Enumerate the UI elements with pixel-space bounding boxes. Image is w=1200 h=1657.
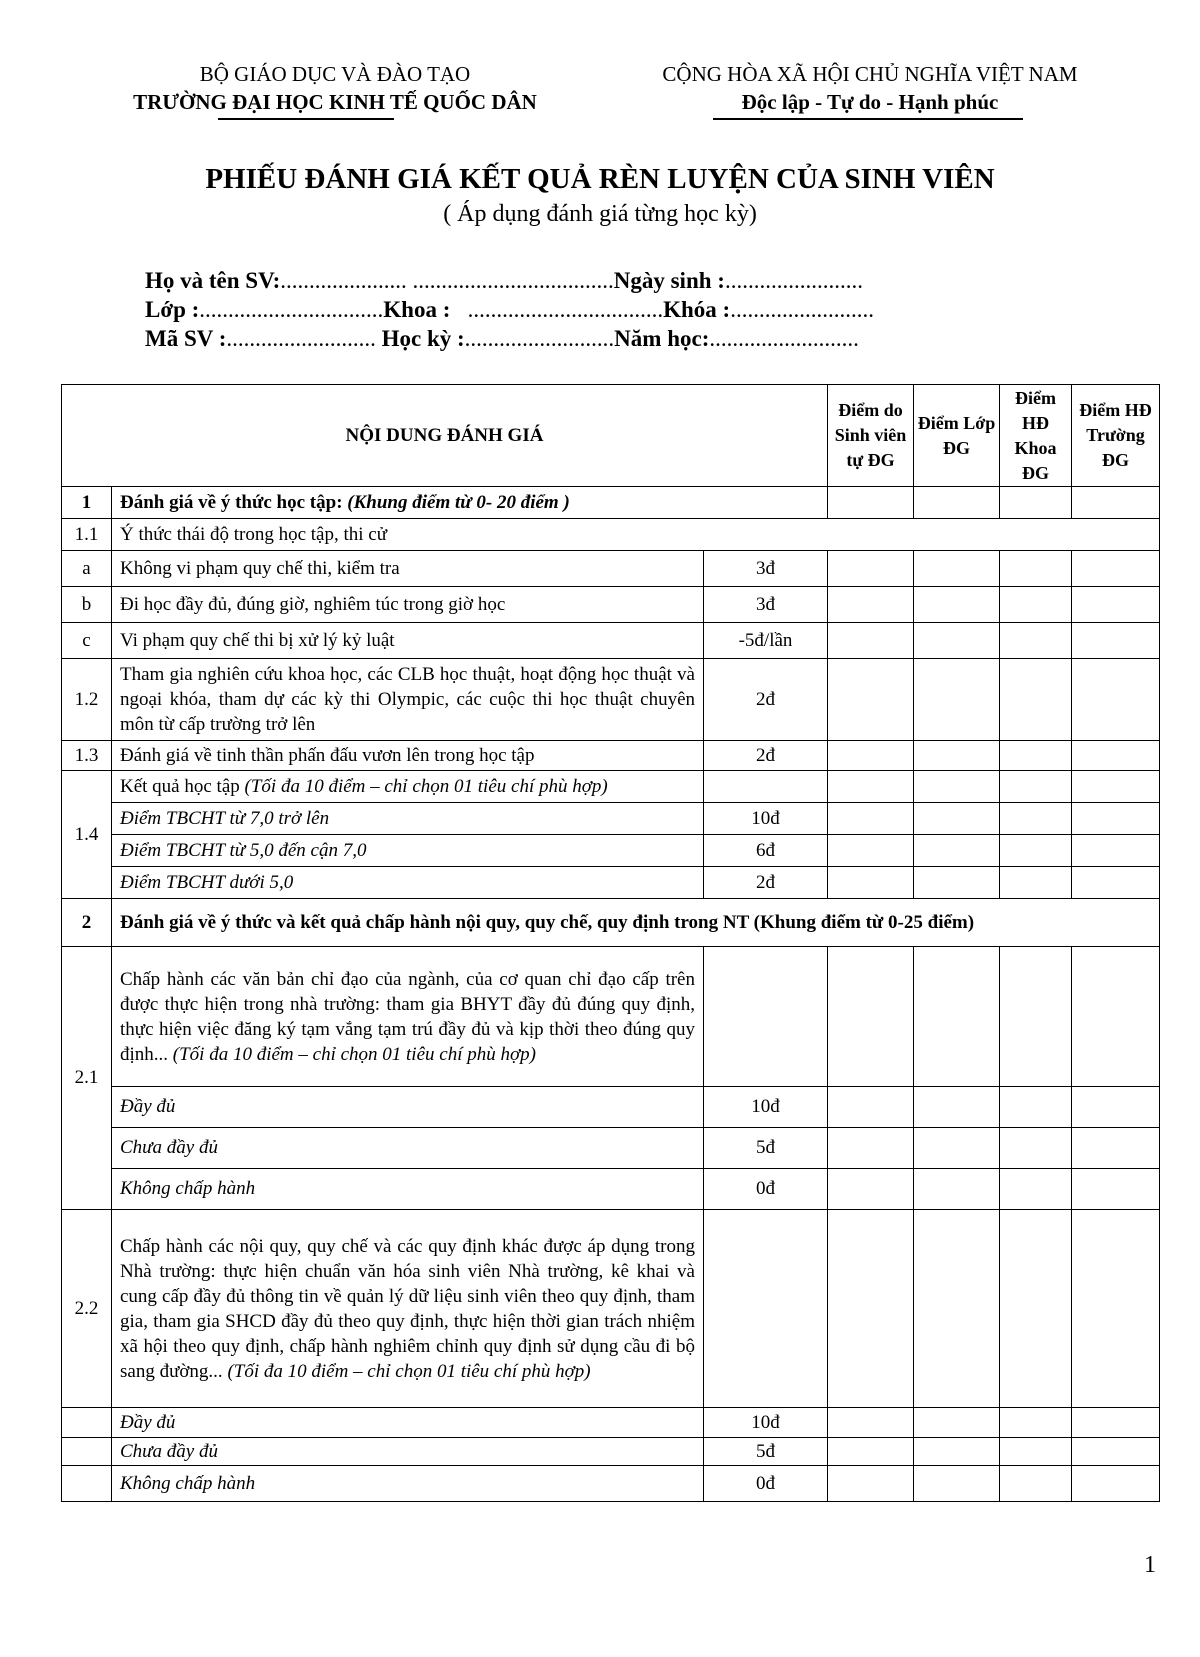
table-row bbox=[62, 771, 1160, 803]
class-score-cell[interactable] bbox=[914, 741, 1000, 771]
criterion-points: 5đ bbox=[704, 1128, 828, 1169]
class-score-cell[interactable] bbox=[914, 551, 1000, 587]
faculty-score-cell[interactable] bbox=[1000, 741, 1072, 771]
class-score-cell[interactable] bbox=[914, 1128, 1000, 1169]
school-score-cell[interactable] bbox=[1072, 835, 1160, 867]
year-field[interactable]: .......................... bbox=[709, 326, 859, 351]
criterion-text: Tham gia nghiên cứu khoa học, các CLB học thuật, hoạt động học thuật và ngoại khóa, tham dự các kỳ thi Olympic, các cuộc thi học thuật chuyên môn từ cấp trường trở lên bbox=[112, 659, 704, 741]
faculty-score-cell[interactable] bbox=[1000, 587, 1072, 623]
table-row bbox=[62, 623, 1160, 659]
header-faculty-score: Điểm HĐ Khoa ĐG bbox=[1000, 385, 1072, 487]
school-score-cell[interactable] bbox=[1072, 1210, 1160, 1408]
faculty-field[interactable]: .................................. bbox=[450, 297, 664, 322]
criterion-text: Chưa đầy đủ bbox=[112, 1438, 704, 1466]
criterion-text: Đi học đầy đủ, đúng giờ, nghiêm túc trong giờ học bbox=[112, 587, 704, 623]
criterion-points: 10đ bbox=[704, 803, 828, 835]
page-subtitle: ( Áp dụng đánh giá từng học kỳ) bbox=[443, 201, 757, 227]
table-row bbox=[62, 1087, 1160, 1128]
self-score-cell[interactable] bbox=[828, 487, 914, 519]
row-number: 2.1 bbox=[62, 947, 112, 1210]
cohort-label: Khóa : bbox=[663, 297, 731, 322]
school-score-cell[interactable] bbox=[1072, 867, 1160, 899]
faculty-score-cell[interactable] bbox=[1000, 623, 1072, 659]
table-row bbox=[62, 899, 1160, 947]
dob-label: Ngày sinh : bbox=[613, 268, 725, 293]
header-school-score: Điểm HĐ Trường ĐG bbox=[1072, 385, 1160, 487]
criterion-text: Đầy đủ bbox=[112, 1087, 704, 1128]
school-score-cell[interactable] bbox=[1072, 1438, 1160, 1466]
name-label: Họ và tên SV: bbox=[145, 268, 281, 293]
criterion-text: Điểm TBCHT dưới 5,0 bbox=[112, 867, 704, 899]
self-score-cell[interactable] bbox=[828, 741, 914, 771]
class-score-cell[interactable] bbox=[914, 1438, 1000, 1466]
school-score-cell[interactable] bbox=[1072, 947, 1160, 1087]
info-line-1 bbox=[145, 268, 863, 294]
faculty-label: Khoa : bbox=[383, 297, 451, 322]
row-number: 1.3 bbox=[62, 741, 112, 771]
class-score-cell[interactable] bbox=[914, 1408, 1000, 1438]
table-row bbox=[62, 1438, 1160, 1466]
table-row bbox=[62, 1169, 1160, 1210]
self-score-cell[interactable] bbox=[828, 771, 914, 803]
self-score-cell[interactable] bbox=[828, 1438, 914, 1466]
semester-field[interactable]: .......................... bbox=[464, 326, 615, 351]
self-score-cell[interactable] bbox=[828, 659, 914, 741]
faculty-score-cell[interactable] bbox=[1000, 551, 1072, 587]
self-score-cell[interactable] bbox=[828, 835, 914, 867]
row-number: c bbox=[62, 623, 112, 659]
criterion-points: 3đ bbox=[704, 587, 828, 623]
class-score-cell[interactable] bbox=[914, 803, 1000, 835]
self-score-cell[interactable] bbox=[828, 803, 914, 835]
row-number bbox=[62, 1466, 112, 1502]
criterion-text bbox=[112, 771, 704, 803]
criterion-points bbox=[704, 1210, 828, 1408]
self-score-cell[interactable] bbox=[828, 623, 914, 659]
table-row bbox=[62, 1408, 1160, 1438]
criterion-text: Vi phạm quy chế thi bị xử lý kỷ luật bbox=[112, 623, 704, 659]
school-score-cell[interactable] bbox=[1072, 1128, 1160, 1169]
info-line-2 bbox=[145, 297, 874, 323]
criterion-text bbox=[112, 1210, 704, 1408]
table-row bbox=[62, 741, 1160, 771]
criterion-text-note: (Tối đa 10 điểm – chỉ chọn 01 tiêu chí phù hợp) bbox=[244, 775, 608, 797]
row-number: 1.1 bbox=[62, 519, 112, 551]
criterion-points: 3đ bbox=[704, 551, 828, 587]
criterion-points: 2đ bbox=[704, 741, 828, 771]
criterion-text-note: (Tối đa 10 điểm – chỉ chọn 01 tiêu chí phù hợp) bbox=[227, 1360, 591, 1382]
criterion-text: Chưa đầy đủ bbox=[112, 1128, 704, 1169]
name-field[interactable]: ...................... ................................... bbox=[280, 268, 614, 293]
row-number: 2 bbox=[62, 899, 112, 947]
criterion-text: Không chấp hành bbox=[112, 1169, 704, 1210]
table-row bbox=[62, 947, 1160, 1087]
faculty-score-cell[interactable] bbox=[1000, 1169, 1072, 1210]
table-row bbox=[62, 1210, 1160, 1408]
criterion-text: Ý thức thái độ trong học tập, thi cử bbox=[112, 519, 1160, 551]
criterion-points bbox=[704, 947, 828, 1087]
row-number: a bbox=[62, 551, 112, 587]
ministry-name: BỘ GIÁO DỤC VÀ ĐÀO TẠO bbox=[199, 62, 471, 86]
criterion-points: -5đ/lần bbox=[704, 623, 828, 659]
school-score-cell[interactable] bbox=[1072, 587, 1160, 623]
school-score-cell[interactable] bbox=[1072, 771, 1160, 803]
criterion-text: Điểm TBCHT từ 7,0 trở lên bbox=[112, 803, 704, 835]
criterion-text: Không chấp hành bbox=[112, 1466, 704, 1502]
faculty-score-cell[interactable] bbox=[1000, 771, 1072, 803]
self-score-cell[interactable] bbox=[828, 1466, 914, 1502]
criterion-text-main: Chấp hành các văn bản chỉ đạo của ngành, của cơ quan chỉ đạo cấp trên được thực hiện trong nhà trường: tham gia BHYT đầy đủ đúng quy định, thực hiện việc đăng ký tạm vắng tạm trú đầy đủ và kịp thời theo đúng quy định... bbox=[120, 968, 695, 1065]
school-score-cell[interactable] bbox=[1072, 1087, 1160, 1128]
school-score-cell[interactable] bbox=[1072, 803, 1160, 835]
student-id-field[interactable]: .......................... bbox=[226, 326, 382, 351]
self-score-cell[interactable] bbox=[828, 1128, 914, 1169]
row-number: 1 bbox=[62, 487, 112, 519]
nation-motto: Độc lập - Tự do - Hạnh phúc bbox=[741, 90, 999, 114]
row-number: 2.2 bbox=[62, 1210, 112, 1408]
header-content: NỘI DUNG ĐÁNH GIÁ bbox=[62, 385, 828, 487]
class-score-cell[interactable] bbox=[914, 1210, 1000, 1408]
class-score-cell[interactable] bbox=[914, 867, 1000, 899]
student-id-label: Mã SV : bbox=[145, 326, 227, 351]
self-score-cell[interactable] bbox=[828, 947, 914, 1087]
faculty-score-cell[interactable] bbox=[1000, 1087, 1072, 1128]
criterion-points: 0đ bbox=[704, 1466, 828, 1502]
criterion-points: 6đ bbox=[704, 835, 828, 867]
table-row bbox=[62, 803, 1160, 835]
class-field[interactable]: ................................ bbox=[199, 297, 384, 322]
faculty-score-cell[interactable] bbox=[1000, 1408, 1072, 1438]
table-row bbox=[62, 659, 1160, 741]
school-score-cell[interactable] bbox=[1072, 659, 1160, 741]
faculty-score-cell[interactable] bbox=[1000, 1210, 1072, 1408]
criterion-points: 2đ bbox=[704, 659, 828, 741]
school-score-cell[interactable] bbox=[1072, 551, 1160, 587]
cohort-field[interactable]: ......................... bbox=[730, 297, 874, 322]
semester-label: Học kỳ : bbox=[381, 326, 465, 351]
class-score-cell[interactable] bbox=[914, 1087, 1000, 1128]
class-score-cell[interactable] bbox=[914, 623, 1000, 659]
nation-name: CỘNG HÒA XÃ HỘI CHỦ NGHĨA VIỆT NAM bbox=[662, 62, 1078, 86]
criterion-text: Không vi phạm quy chế thi, kiểm tra bbox=[112, 551, 704, 587]
section-title-range: (Khung điểm từ 0- 20 điểm ) bbox=[347, 491, 570, 513]
faculty-score-cell[interactable] bbox=[1000, 1128, 1072, 1169]
class-score-cell[interactable] bbox=[914, 771, 1000, 803]
class-label: Lớp : bbox=[145, 297, 200, 322]
table-row bbox=[62, 519, 1160, 551]
row-number: 1.2 bbox=[62, 659, 112, 741]
evaluation-table bbox=[61, 384, 1160, 1502]
criterion-text-main: Kết quả học tập bbox=[120, 775, 240, 797]
criterion-points bbox=[704, 771, 828, 803]
criterion-points: 5đ bbox=[704, 1438, 828, 1466]
class-score-cell[interactable] bbox=[914, 487, 1000, 519]
row-number bbox=[62, 1408, 112, 1438]
year-label: Năm học: bbox=[614, 326, 710, 351]
class-score-cell[interactable] bbox=[914, 1466, 1000, 1502]
faculty-score-cell[interactable] bbox=[1000, 659, 1072, 741]
criterion-text bbox=[112, 947, 704, 1087]
header-right-underline bbox=[713, 118, 1023, 120]
dob-field[interactable]: ........................ bbox=[724, 268, 863, 293]
section-title-text: Đánh giá về ý thức học tập: bbox=[120, 491, 343, 513]
criterion-text: Đầy đủ bbox=[112, 1408, 704, 1438]
table-row bbox=[62, 551, 1160, 587]
self-score-cell[interactable] bbox=[828, 1408, 914, 1438]
header-left-underline bbox=[218, 118, 394, 120]
table-row bbox=[62, 1466, 1160, 1502]
nation-header bbox=[610, 60, 1130, 116]
section-title: Đánh giá về ý thức và kết quả chấp hành nội quy, quy chế, quy định trong NT (Khung điểm từ 0-25 điểm) bbox=[112, 899, 1160, 947]
self-score-cell[interactable] bbox=[828, 1169, 914, 1210]
ministry-header bbox=[100, 60, 570, 116]
faculty-score-cell[interactable] bbox=[1000, 1466, 1072, 1502]
self-score-cell[interactable] bbox=[828, 867, 914, 899]
row-number: b bbox=[62, 587, 112, 623]
header-self-score: Điểm do Sinh viên tự ĐG bbox=[828, 385, 914, 487]
self-score-cell[interactable] bbox=[828, 1210, 914, 1408]
criterion-points: 0đ bbox=[704, 1169, 828, 1210]
table-row bbox=[62, 587, 1160, 623]
info-line-3 bbox=[145, 326, 859, 352]
class-score-cell[interactable] bbox=[914, 947, 1000, 1087]
self-score-cell[interactable] bbox=[828, 551, 914, 587]
class-score-cell[interactable] bbox=[914, 835, 1000, 867]
self-score-cell[interactable] bbox=[828, 587, 914, 623]
header-class-score: Điểm Lớp ĐG bbox=[914, 385, 1000, 487]
table-row bbox=[62, 487, 1160, 519]
class-score-cell[interactable] bbox=[914, 587, 1000, 623]
school-score-cell[interactable] bbox=[1072, 1408, 1160, 1438]
page-number: 1 bbox=[1144, 1552, 1156, 1578]
table-row bbox=[62, 835, 1160, 867]
table-row bbox=[62, 1128, 1160, 1169]
table-header-row bbox=[62, 385, 1160, 487]
class-score-cell[interactable] bbox=[914, 659, 1000, 741]
criterion-points: 10đ bbox=[704, 1087, 828, 1128]
faculty-score-cell[interactable] bbox=[1000, 487, 1072, 519]
faculty-score-cell[interactable] bbox=[1000, 803, 1072, 835]
table-row bbox=[62, 867, 1160, 899]
criterion-points: 2đ bbox=[704, 867, 828, 899]
university-name: TRƯỜNG ĐẠI HỌC KINH TẾ QUỐC DÂN bbox=[133, 90, 537, 114]
page-title: PHIẾU ĐÁNH GIÁ KẾT QUẢ RÈN LUYỆN CỦA SINH VIÊN bbox=[205, 163, 995, 195]
school-score-cell[interactable] bbox=[1072, 1169, 1160, 1210]
class-score-cell[interactable] bbox=[914, 1169, 1000, 1210]
school-score-cell[interactable] bbox=[1072, 741, 1160, 771]
criterion-text: Đánh giá về tinh thần phấn đấu vươn lên trong học tập bbox=[112, 741, 704, 771]
faculty-score-cell[interactable] bbox=[1000, 1438, 1072, 1466]
row-number: 1.4 bbox=[62, 771, 112, 899]
criterion-text-main: Chấp hành các nội quy, quy chế và các quy định khác được áp dụng trong Nhà trường: thực hiện chuẩn văn hóa sinh viên Nhà trường, kê khai và cung cấp đầy đủ thông tin về quản lý dữ liệu sinh viên theo quy định, tham gia, tham gia SHCD đầy đủ theo quy định, thực hiện thời gian trách nhiệm xã hội theo quy định, chấp hành nghiêm chỉnh quy định sử dụng cầu đi bộ sang đường... bbox=[120, 1235, 695, 1382]
criterion-points: 10đ bbox=[704, 1408, 828, 1438]
section-title bbox=[112, 487, 828, 519]
school-score-cell[interactable] bbox=[1072, 1466, 1160, 1502]
self-score-cell[interactable] bbox=[828, 1087, 914, 1128]
criterion-text: Điểm TBCHT từ 5,0 đến cận 7,0 bbox=[112, 835, 704, 867]
faculty-score-cell[interactable] bbox=[1000, 947, 1072, 1087]
row-number bbox=[62, 1438, 112, 1466]
faculty-score-cell[interactable] bbox=[1000, 835, 1072, 867]
criterion-text-note: (Tối đa 10 điểm – chỉ chọn 01 tiêu chí phù hợp) bbox=[172, 1043, 536, 1065]
school-score-cell[interactable] bbox=[1072, 487, 1160, 519]
faculty-score-cell[interactable] bbox=[1000, 867, 1072, 899]
school-score-cell[interactable] bbox=[1072, 623, 1160, 659]
